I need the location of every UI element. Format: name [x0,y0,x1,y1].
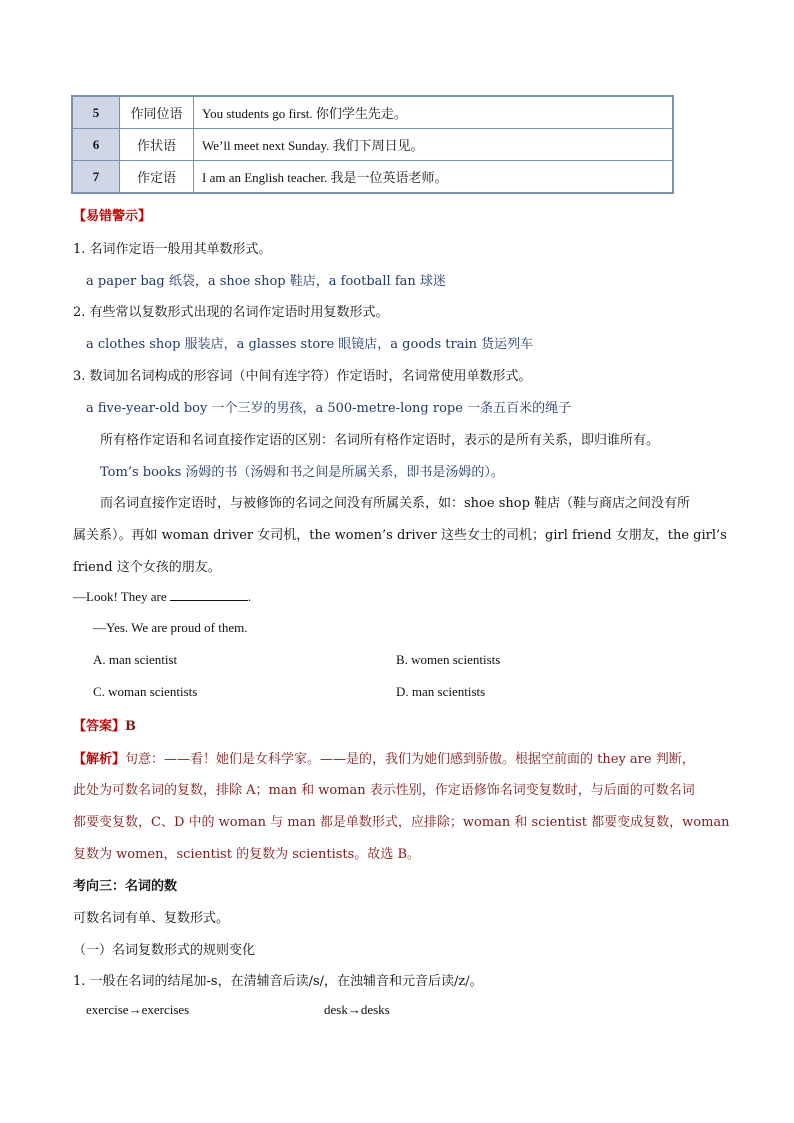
analysis-line-2: 此处为可数名词的复数，排除 A；man 和 woman 表示性别，作定语修饰名词变复数时，与后面的可数名词 [73,783,695,798]
question-reply: —Yes. We are proud of them. [93,620,248,635]
option-d: D. man scientists [396,684,486,699]
attributive-paragraph-line-1: 而名词直接作定语时，与被修饰的名词之间没有所属关系，如：shoe shop 鞋店（鞋与商店之间没有所 [100,496,691,511]
possessive-example: Tom’s books 汤姆的书（汤姆和书之间是所属关系，即书是汤姆的）。 [100,465,504,480]
section-intro: 可数名词有单、复数形式。 [73,911,230,926]
analysis-line-1 [73,748,695,767]
row-example: We’ll meet next Sunday. 我们下周日见。 [194,129,674,161]
row-role: 作状语 [120,129,194,161]
table-row [72,96,673,129]
section-rule-1: 1. 一般在名词的结尾加-s，在清辅音后读/s/，在浊辅音和元音后读/z/。 [73,974,483,989]
option-c: C. woman scientists [93,684,198,699]
possessive-rule-paragraph: 所有格作定语和名词直接作定语的区别：名词所有格作定语时，表示的是所有关系，即归谁所有。 [100,433,660,448]
warning-example-1: a paper bag 纸袋，a shoe shop 鞋店，a football fan 球迷 [86,274,446,289]
section-title: 考向三：名词的数 [73,879,178,894]
answer-line [73,715,136,734]
grammar-function-table [71,95,674,194]
question-stem-text: —Look! They are [73,589,167,604]
answer-value: B [125,719,137,734]
analysis-line-3: 都要变复数，C、D 中的 woman 与 man 都是单数形式，应排除；woman 和 scientist 都要变成复数，woman [73,815,730,830]
answer-blank [170,588,248,601]
row-number: 6 [72,129,120,161]
answer-label: 【答案】 [73,719,126,734]
analysis-line-4: 复数为 women，scientist 的复数为 scientists。故选 B。 [73,847,421,862]
plural-example-right: desk→desks [324,1002,390,1017]
row-role: 作同位语 [120,96,194,129]
plural-example-left: exercise→exercises [86,1002,190,1017]
warning-rule-2: 2. 有些常以复数形式出现的名词作定语时用复数形式。 [73,305,389,320]
option-a: A. man scientist [93,652,178,667]
row-example: You students go first. 你们学生先走。 [194,96,674,129]
question-stem-end: . [247,589,252,604]
option-b: B. women scientists [396,652,501,667]
warning-example-2: a clothes shop 服装店，a glasses store 眼镜店，a goods train 货运列车 [86,337,534,352]
table-row [72,129,673,161]
analysis-label: 【解析】 [73,752,126,767]
warning-rule-1: 1. 名词作定语一般用其单数形式。 [73,242,272,257]
warning-heading: 【易错警示】 [73,209,152,224]
attributive-paragraph-line-3: friend 这个女孩的朋友。 [73,560,221,575]
row-number: 7 [72,161,120,194]
warning-example-3: a five-year-old boy 一个三岁的男孩，a 500-metre-long rope 一条五百米的绳子 [86,401,572,416]
table-row [72,161,673,194]
row-example: I am an English teacher. 我是一位英语老师。 [194,161,674,194]
warning-rule-3: 3. 数词加名词构成的形容词（中间有连字符）作定语时，名词常使用单数形式。 [73,369,532,384]
question-stem [73,588,251,605]
attributive-paragraph-line-2: 属关系）。再如 woman driver 女司机，the women’s driver 这些女士的司机；girl friend 女朋友，the girl’s [73,528,727,543]
analysis-text-1: 句意：——看！她们是女科学家。——是的，我们为她们感到骄傲。根据空前面的 they are 判断， [125,752,695,767]
section-subtitle: （一）名词复数形式的规则变化 [73,943,256,958]
row-role: 作定语 [120,161,194,194]
row-number: 5 [72,96,120,129]
